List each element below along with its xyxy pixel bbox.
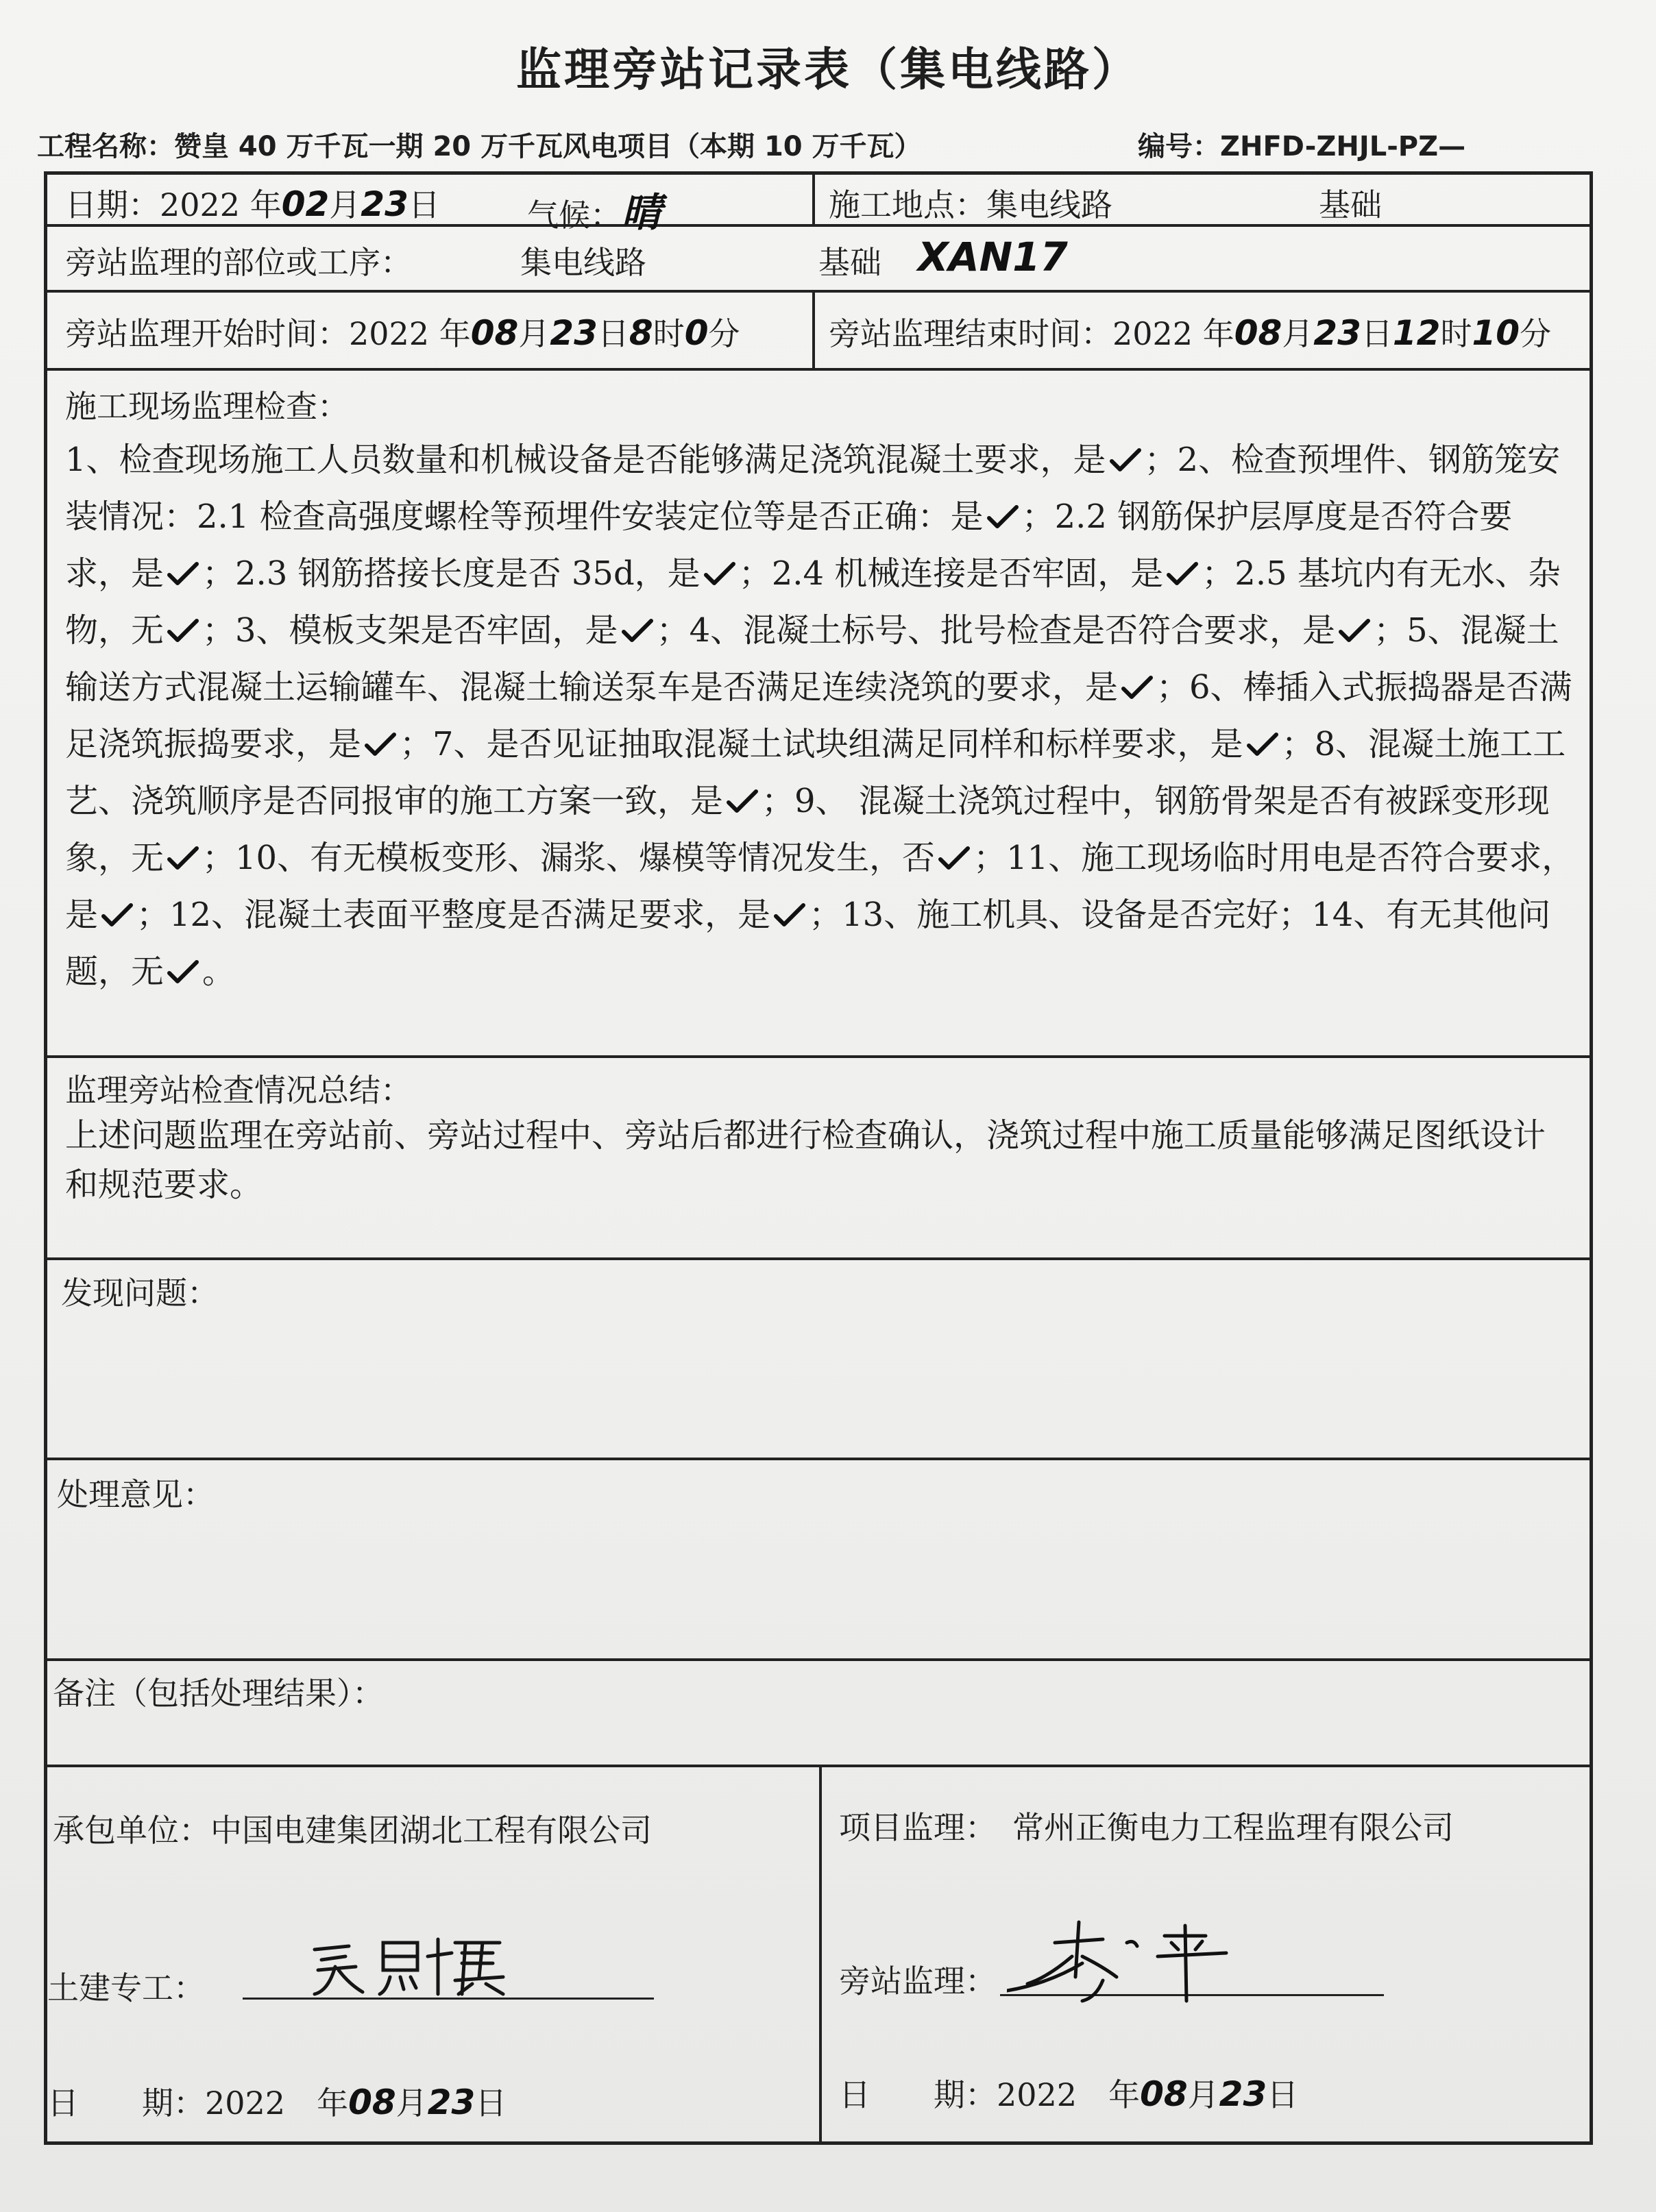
checkmark-icon xyxy=(1121,662,1154,689)
checklist-item-text: ；5、混凝土输送方式混凝土运输罐车、混凝土输送泵车是否满足连续浇筑的要求，是 xyxy=(65,611,1559,706)
checklist-item-text: ；12、混凝土表面平整度是否满足要求，是 xyxy=(136,896,771,934)
document-title: 监理旁站记录表（集电线路） xyxy=(516,43,1140,96)
end-time-field: 旁站监理结束时间：2022 年08月23日12时10分 xyxy=(829,313,1552,353)
checkmark-icon xyxy=(1246,719,1279,746)
checkmark-icon xyxy=(167,605,199,632)
inspection-part-label: 旁站监理的部位或工序： xyxy=(65,244,412,281)
checklist-item-text: 。 xyxy=(202,953,236,991)
checklist-item-text: ；9、 混凝土浇筑过程中，钢筋骨架是否有被踩变形现象，无 xyxy=(65,782,1550,877)
supervisor-label: 项目监理： 常州正衡电力工程监理有限公司 xyxy=(839,1809,1454,1846)
checklist-item-text: ；2.3 钢筋搭接长度是否 35d，是 xyxy=(202,554,701,593)
checklist-item-text: ；7、是否见证抽取混凝土试块组满足同样和标样要求，是 xyxy=(400,725,1243,763)
checklist-item-text: ；8、混凝土施工工艺、浇筑顺序是否同报审的施工方案一致，是 xyxy=(65,725,1566,820)
checklist-item-text: ；11、施工现场临时用电是否符合要求，是 xyxy=(65,839,1575,934)
supervisor-date: 日 期：2022 年08月23日 xyxy=(839,2074,1299,2114)
row-divider xyxy=(47,1765,1590,1767)
contractor-label: 承包单位：中国电建集团湖北工程有限公司 xyxy=(53,1812,652,1849)
engineer-label: 土建专工： xyxy=(47,1969,205,2006)
date-field: 日期：2022 年02月23日 xyxy=(65,184,440,224)
project-name: 工程名称：赞皇 40 万千瓦一期 20 万千瓦风电项目（本期 10 万千瓦） xyxy=(37,131,922,162)
date-day-handwritten: 23 xyxy=(361,184,409,224)
checklist-item-text: ；2、检查预埋件、钢筋笼安装情况：2.1 检查高强度螺栓等预埋件安装定位等是否正确：是 xyxy=(65,441,1561,536)
weather-field: 气候：晴 xyxy=(527,189,662,236)
engineer-signature-line xyxy=(243,1998,654,2000)
summary-heading: 监理旁站检查情况总结： xyxy=(65,1072,412,1109)
inspection-part-extra: 基础 xyxy=(818,244,881,281)
start-time-field: 旁站监理开始时间：2022 年08月23日8时0分 xyxy=(65,313,740,353)
checkmark-icon xyxy=(101,889,134,917)
checkmark-icon xyxy=(167,833,199,860)
foundation-code-handwritten: XAN17 xyxy=(918,234,1068,280)
checkmark-icon xyxy=(1338,605,1371,632)
column-divider xyxy=(819,1765,822,2143)
checklist-item-text: ；2.4 机械连接是否牢固，是 xyxy=(738,554,1164,593)
checkmark-icon xyxy=(986,491,1019,519)
checkmark-icon xyxy=(726,776,759,803)
inspection-part-value: 集电线路 xyxy=(520,244,646,281)
remarks-label: 备注（包括处理结果）： xyxy=(53,1675,384,1712)
checkmark-icon xyxy=(621,605,654,632)
checklist-item-text: ；4、混凝土标号、批号检查是否符合要求，是 xyxy=(656,611,1336,650)
row-divider xyxy=(47,1658,1590,1661)
location-extra: 基础 xyxy=(1319,186,1382,223)
column-divider xyxy=(812,175,815,224)
document-number: 编号：ZHFD-ZHJL-PZ— xyxy=(1138,131,1466,162)
row-divider xyxy=(47,368,1590,371)
weather-handwritten: 晴 xyxy=(622,189,662,236)
engineer-signature xyxy=(308,1929,513,1998)
inspection-heading: 施工现场监理检查： xyxy=(65,388,349,425)
checkmark-icon xyxy=(703,548,736,576)
row-divider xyxy=(47,1458,1590,1460)
opinion-label: 处理意见： xyxy=(57,1476,215,1513)
record-table xyxy=(44,171,1593,2145)
column-divider xyxy=(812,290,815,368)
row-divider xyxy=(47,290,1590,293)
checklist-item-text: ；2.2 钢筋保护层厚度是否符合要求，是 xyxy=(65,497,1513,593)
issues-label: 发现问题： xyxy=(61,1275,219,1312)
contractor-date: 日 期：2022 年08月23日 xyxy=(47,2082,507,2122)
row-divider xyxy=(47,1055,1590,1058)
checklist-item-text: ；10、有无模板变形、漏浆、爆模等情况发生，否 xyxy=(202,839,936,877)
checkmark-icon xyxy=(1109,434,1142,462)
checkmark-icon xyxy=(167,946,199,974)
checklist-item-text: 1、检查现场施工人员数量和机械设备是否能够满足浇筑混凝土要求，是 xyxy=(65,441,1106,479)
checklist-item-text: ；3、模板支架是否牢固，是 xyxy=(202,611,618,650)
date-month-handwritten: 02 xyxy=(281,184,330,224)
inspection-checklist xyxy=(65,432,1576,1000)
checklist-item-text: ；13、施工机具、设备是否完好；14、有无其他问题，无 xyxy=(65,896,1551,991)
checkmark-icon xyxy=(167,548,199,576)
summary-text: 上述问题监理在旁站前、旁站过程中、旁站后都进行检查确认，浇筑过程中施工质量能够满足图纸设计和规范要求。 xyxy=(65,1116,1546,1204)
onsite-supervisor-label: 旁站监理： xyxy=(839,1963,997,2000)
checkmark-icon xyxy=(1166,548,1199,576)
location-field: 施工地点：集电线路 xyxy=(829,186,1112,223)
checklist-item-text: ；6、棒插入式振捣器是否满足浇筑振捣要求，是 xyxy=(65,668,1572,763)
row-divider xyxy=(47,1257,1590,1260)
checkmark-icon xyxy=(773,889,806,917)
checklist-item-text: ；2.5 基坑内有无水、杂物，无 xyxy=(65,554,1561,650)
checkmark-icon xyxy=(364,719,397,746)
supervisor-signature xyxy=(1007,1915,1267,2004)
checkmark-icon xyxy=(938,833,971,860)
